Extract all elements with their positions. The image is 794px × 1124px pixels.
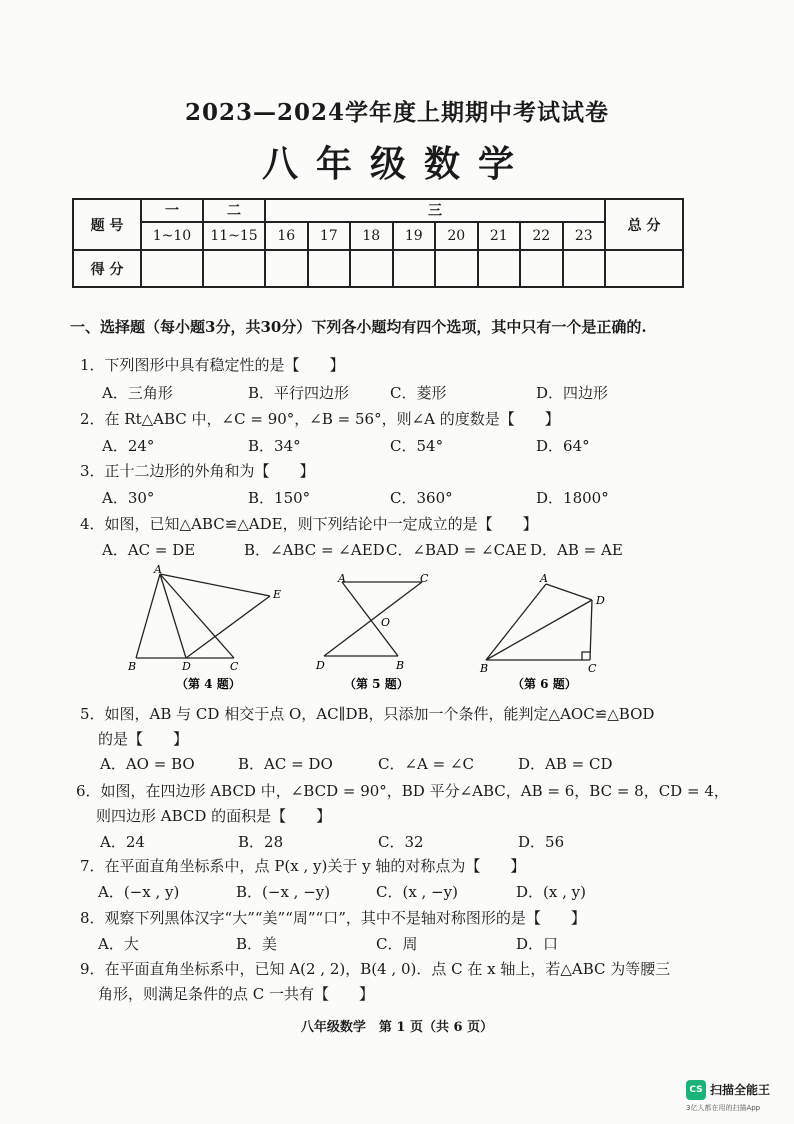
- score-cell: [435, 250, 478, 287]
- q2-option-c: C．54°: [390, 437, 444, 455]
- label-total: 总 分: [605, 199, 683, 250]
- q9-stem-cont: 角形，则满足条件的点 C 一共有【 】: [98, 985, 375, 1003]
- section-one-header: 一: [141, 199, 203, 222]
- q4-option-c: C．∠BAD = ∠CAE: [386, 541, 527, 559]
- score-cell: [141, 250, 203, 287]
- q3-stem: 3．正十二边形的外角和为【 】: [80, 462, 315, 480]
- q5-option-b: B．AC = DO: [238, 755, 333, 773]
- q5-stem-cont: 的是【 】: [98, 730, 189, 748]
- fig5-label-d: D: [316, 659, 325, 672]
- score-cell: [203, 250, 265, 287]
- q6-option-b: B．28: [238, 833, 284, 851]
- q5-option-a: A．AO = BO: [100, 755, 195, 773]
- q6-option-d: D．56: [518, 833, 565, 851]
- col-16: 16: [265, 222, 308, 251]
- q8-option-d: D．口: [516, 935, 559, 953]
- col-23: 23: [563, 222, 606, 251]
- q1-option-d: D．四边形: [536, 384, 609, 402]
- figure-5-diagram: [310, 568, 440, 694]
- fig4-label-a: A: [154, 563, 162, 576]
- range-1-10: 1~10: [141, 222, 203, 251]
- q8-option-b: B．美: [236, 935, 278, 953]
- scanner-tagline: 3亿人都在用的扫描App: [686, 1104, 761, 1112]
- col-18: 18: [350, 222, 393, 251]
- score-cell: [478, 250, 521, 287]
- fig6-label-c: C: [588, 662, 597, 675]
- q2-option-a: A．24°: [102, 437, 155, 455]
- q4-option-a: A．AC = DE: [102, 541, 196, 559]
- q4-option-b: B．∠ABC = ∠AED: [244, 541, 385, 559]
- q9-stem: 9．在平面直角坐标系中，已知 A(2 , 2)，B(4 , 0)．点 C 在 x 轴上，若△ABC 为等腰三: [80, 960, 671, 978]
- q2-option-b: B．34°: [248, 437, 301, 455]
- q6-stem-cont: 则四边形 ABCD 的面积是【 】: [96, 807, 332, 825]
- q1-option-b: B．平行四边形: [248, 384, 350, 402]
- score-cell: [265, 250, 308, 287]
- fig6-caption: （第 6 题）: [512, 677, 577, 691]
- fig5-label-c: C: [420, 572, 429, 585]
- q1-option-a: A．三角形: [102, 384, 173, 402]
- fig5-label-a: A: [338, 572, 346, 585]
- q8-option-c: C．周: [376, 935, 418, 953]
- exam-title: 2023—2024学年度上期期中考试试卷: [184, 99, 610, 126]
- q3-option-d: D．1800°: [536, 489, 609, 507]
- q6-option-c: C．32: [378, 833, 424, 851]
- q5-option-d: D．AB = CD: [518, 755, 613, 773]
- label-score: 得 分: [73, 250, 141, 287]
- label-question-number: 题 号: [73, 199, 141, 250]
- q5-option-c: C．∠A = ∠C: [378, 755, 475, 773]
- fig6-label-b: B: [480, 662, 489, 675]
- col-17: 17: [308, 222, 351, 251]
- col-21: 21: [478, 222, 521, 251]
- q2-stem: 2．在 Rt△ABC 中，∠C = 90°，∠B = 56°，则∠A 的度数是【 】: [80, 410, 560, 428]
- q3-option-b: B．150°: [248, 489, 311, 507]
- fig4-label-b: B: [128, 660, 137, 673]
- score-cell: [563, 250, 606, 287]
- scanner-logo-icon: CS: [686, 1080, 706, 1100]
- fig6-label-d: D: [596, 594, 605, 607]
- fig4-label-d: D: [182, 660, 191, 673]
- q7-stem: 7．在平面直角坐标系中，点 P(x , y)关于 y 轴的对称点为【 】: [80, 857, 526, 875]
- score-cell: [350, 250, 393, 287]
- score-cell: [393, 250, 436, 287]
- fig4-caption: （第 4 题）: [176, 677, 241, 691]
- fig4-label-c: C: [230, 660, 239, 673]
- score-cell: [520, 250, 563, 287]
- q2-option-d: D．64°: [536, 437, 590, 455]
- score-cell: [605, 250, 683, 287]
- q8-stem: 8．观察下列黑体汉字“大”“美”“周”“口”，其中不是轴对称图形的是【 】: [80, 909, 586, 927]
- q7-option-c: C．(x , −y): [376, 883, 458, 901]
- q3-option-c: C．360°: [390, 489, 453, 507]
- score-cell: [308, 250, 351, 287]
- fig5-caption: （第 5 题）: [344, 677, 409, 691]
- fig5-label-o: O: [381, 616, 391, 629]
- q1-stem: 1．下列图形中具有稳定性的是【 】: [80, 356, 345, 374]
- figure-4-diagram: [124, 562, 294, 694]
- range-11-15: 11~15: [203, 222, 265, 251]
- fig5-label-b: B: [396, 659, 405, 672]
- col-19: 19: [393, 222, 436, 251]
- q7-option-d: D．(x , y): [516, 883, 586, 901]
- score-table: [72, 198, 684, 288]
- q7-option-b: B．(−x , −y): [236, 883, 331, 901]
- figure-6-diagram: [472, 568, 622, 694]
- q6-option-a: A．24: [100, 833, 145, 851]
- q6-stem: 6．如图，在四边形 ABCD 中，∠BCD = 90°，BD 平分∠ABC，AB = 6，BC = 8，CD = 4，: [76, 782, 729, 800]
- section-one-instructions: 一、选择题（每小题3分，共30分）下列各小题均有四个选项，其中只有一个是正确的.: [70, 318, 647, 336]
- q4-option-d: D．AB = AE: [530, 541, 623, 559]
- section-three-header: 三: [265, 199, 605, 222]
- q3-option-a: A．30°: [102, 489, 155, 507]
- col-22: 22: [520, 222, 563, 251]
- q5-stem: 5．如图，AB 与 CD 相交于点 O，AC∥DB，只添加一个条件，能判定△AOC≌△BOD: [80, 705, 655, 723]
- fig4-label-e: E: [273, 588, 282, 601]
- fig6-label-a: A: [540, 572, 548, 585]
- col-20: 20: [435, 222, 478, 251]
- q8-option-a: A．大: [98, 935, 139, 953]
- page-footer: 八年级数学 第 1 页（共 6 页）: [300, 1020, 494, 1035]
- exam-subject: 八年级数学: [261, 143, 532, 185]
- q1-option-c: C．菱形: [390, 384, 447, 402]
- scanner-app-name: 扫描全能王: [710, 1083, 771, 1097]
- section-two-header: 二: [203, 199, 265, 222]
- q7-option-a: A．(−x , y): [98, 883, 180, 901]
- q4-stem: 4．如图，已知△ABC≌△ADE，则下列结论中一定成立的是【 】: [80, 515, 538, 533]
